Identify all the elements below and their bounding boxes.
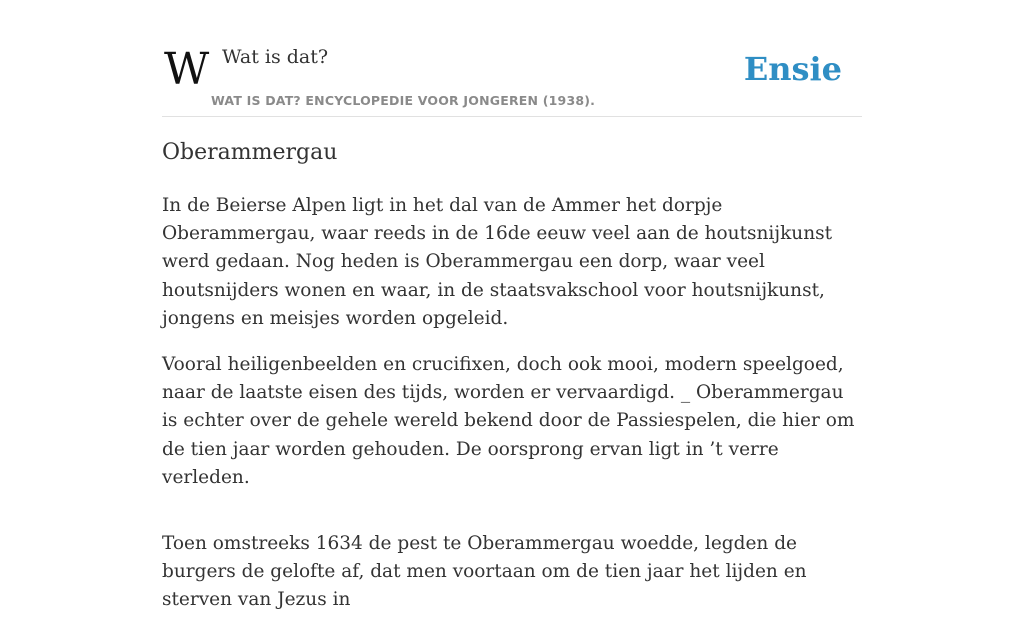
site-title[interactable]: Wat is dat? [222, 46, 329, 68]
site-header [162, 0, 862, 117]
article-title: Oberammergau [162, 140, 338, 165]
article-paragraph: Toen omstreeks 1634 de pest te Oberammergau woedde, legden de burgers de gelofte af, dat men voortaan om de tien jaar het lijden en sterven van Jezus in [162, 533, 807, 611]
page [162, 0, 862, 611]
article-paragraph: Vooral heiligenbeelden en crucifixen, doch ook mooi, modern speelgoed, naar de laatste eisen des tijds, worden er vervaardigd. _ Oberammergau is echter over de gehele wereld bekend door de Passiespelen, die hier om de tien jaar worden gehouden. De oorsprong ervan ligt in ’t verre verleden. [162, 354, 855, 488]
article-body [162, 192, 862, 633]
site-subtitle: WAT IS DAT? ENCYCLOPEDIE VOOR JONGEREN (1938). [211, 93, 596, 108]
article-paragraph: In de Beierse Alpen ligt in het dal van de Ammer het dorpje Oberammergau, waar reeds in de 16de eeuw veel aan de houtsnijkunst werd gedaan. Nog heden is Oberammergau een dorp, waar veel houtsnijders wonen en waar, in de staatsvakschool voor houtsnijkunst, jongens en meisjes worden opgeleid. [162, 195, 833, 329]
brand-logo[interactable]: Ensie [743, 50, 842, 88]
wikipedia-logo-icon[interactable]: W [164, 44, 204, 95]
